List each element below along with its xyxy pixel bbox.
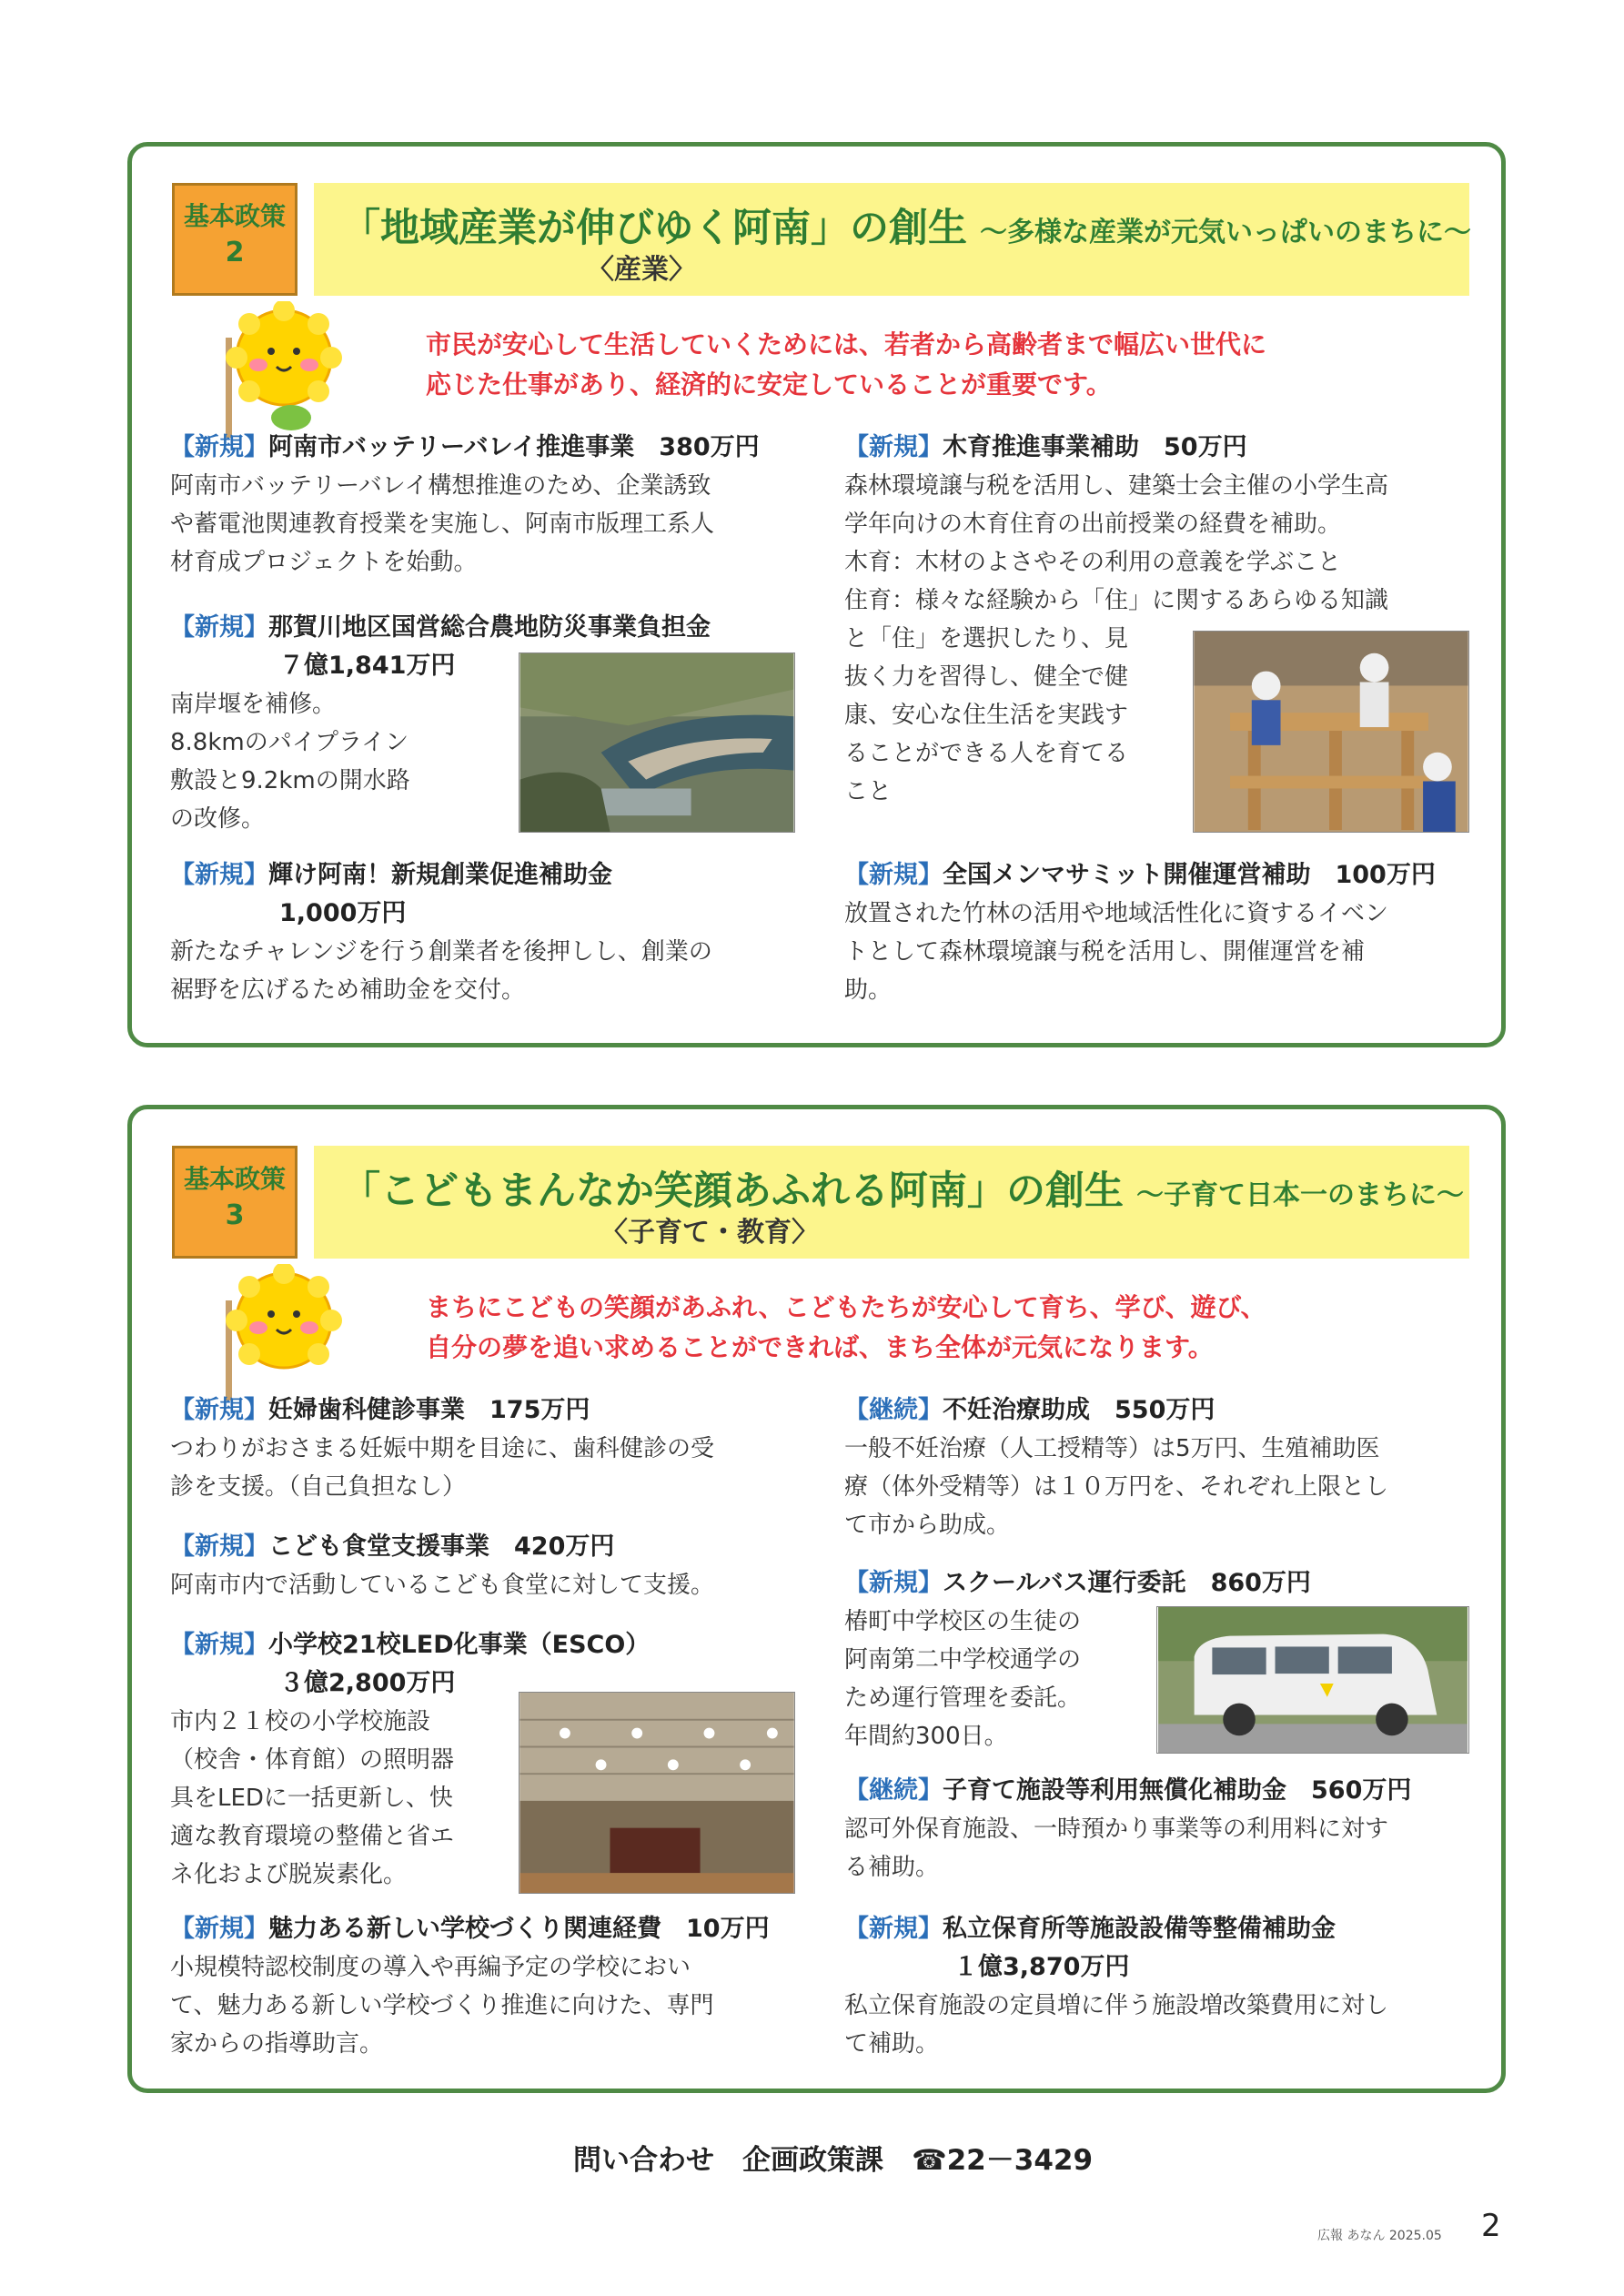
new-tag: 【新規】	[170, 1396, 268, 1424]
policy2-badge	[172, 183, 298, 296]
item-body: 市内２１校の小学校施設 （校舎・体育館）の照明器 具をLEDに一括更新し、快 適な教育環境の整備と省エ ネ化および脱炭素化。	[170, 1708, 455, 1888]
item-body: 南岸堰を補修。 8.8kmのパイプライン 敷設と9.2kmの開水路 の改修。	[170, 691, 410, 833]
policy2-title: 「地域産業が伸びゆく阿南」の創生 ～多様な産業が元気いっぱいのまちに～	[341, 206, 1471, 251]
item-body: 新たなチャレンジを行う創業者を後押しし、創業の 裾野を広げるため補助金を交付。	[170, 938, 712, 1004]
policy2-item-menma-summit	[844, 856, 1481, 1009]
item-body: 森林環境譲与税を活用し、建築士会主催の小学生高 学年向けの木育住育の出前授業の経費を補助。 木育：木材のよさやその利用の意義を学ぶこと 住育：様々な経験から「住」に関するあらゆる知識 と「住」を選択したり、見 抜く力を習得し、健全で健 康、安心な住生活を実践す ることができる人を育てる こと	[844, 472, 1389, 805]
new-tag: 【新規】	[844, 433, 943, 461]
new-tag: 【新規】	[844, 861, 943, 889]
river-aerial-photo	[519, 652, 795, 833]
new-tag: 【新規】	[170, 433, 268, 461]
policy3-title: 「こどもまんなか笑顔あふれる阿南」の創生 ～子育て日本一のまちに～	[341, 1168, 1464, 1214]
continue-tag: 【継続】	[844, 1396, 943, 1424]
item-body: 認可外保育施設、一時預かり事業等の利用料に対す る補助。	[844, 1816, 1389, 1881]
new-tag: 【新規】	[170, 861, 268, 889]
policy2-panel	[127, 142, 1506, 1047]
item-amount: ７億1,841万円	[279, 652, 456, 680]
item-name: 小学校21校LED化事業（ESCO）	[268, 1631, 651, 1659]
item-name: 木育推進事業補助 50万円	[943, 433, 1247, 461]
policy3-item-dental	[170, 1391, 807, 1506]
sunflower-mascot-icon	[218, 301, 346, 438]
policy2-badge-label: 基本政策	[183, 201, 286, 231]
item-body: 阿南市バッテリーバレイ構想推進のため、企業誘致 や蓄電池関連教育授業を実施し、阿南市版理工系人 材育成プロジェクトを始動。	[170, 472, 715, 576]
new-tag: 【新規】	[170, 1915, 268, 1943]
policy3-item-new-school	[170, 1910, 807, 2063]
new-tag: 【新規】	[844, 1569, 943, 1597]
page-number: 2	[1481, 2208, 1501, 2244]
item-name: 妊婦歯科健診事業 175万円	[268, 1396, 590, 1424]
policy3-subtitle: ～子育て日本一のまちに～	[1136, 1179, 1464, 1211]
policy3-badge	[172, 1146, 298, 1259]
policy3-item-kodomo-shokudo	[170, 1528, 807, 1604]
item-name: スクールバス運行委託 860万円	[943, 1569, 1311, 1597]
item-body: 小規模特認校制度の導入や再編予定の学校におい て、魅力ある新しい学校づくり推進に向けた、専門 家からの指導助言。	[170, 1954, 714, 2058]
item-name: 阿南市バッテリーバレイ推進事業 380万円	[268, 433, 760, 461]
policy2-item-startup	[170, 856, 807, 1009]
publication-label: 広報 あなん 2025.05	[1317, 2229, 1442, 2243]
item-name: 那賀川地区国営総合農地防災事業負担金	[268, 613, 711, 642]
woodwork-class-photo	[1193, 631, 1469, 833]
school-bus-photo	[1156, 1606, 1469, 1754]
item-body: 椿町中学校区の生徒の 阿南第二中学校通学の ため運行管理を委託。 年間約300日。	[844, 1608, 1082, 1750]
policy2-lead: 市民が安心して生活していくためには、若者から高齢者まで幅広い世代に 応じた仕事があり、経済的に安定していることが重要です。	[426, 329, 1267, 400]
item-body: 一般不妊治療（人工授精等）は5万円、生殖補助医 療（体外受精等）は１０万円を、それぞれ上限とし て市から助成。	[844, 1435, 1389, 1539]
policy3-item-nursery-facility	[844, 1910, 1481, 2063]
item-name: 全国メンマサミット開催運営補助 100万円	[943, 861, 1436, 889]
policy3-item-childcare-free	[844, 1772, 1481, 1886]
policy2-title-bar	[314, 183, 1469, 296]
item-name: 私立保育所等施設設備等整備補助金	[943, 1915, 1336, 1943]
policy2-category: 〈産業〉	[587, 254, 696, 286]
gym-led-photo	[519, 1692, 795, 1894]
contact-info: 問い合わせ 企画政策課 ☎22－3429	[573, 2144, 1094, 2177]
new-tag: 【新規】	[844, 1915, 943, 1943]
item-amount: １億3,870万円	[953, 1953, 1130, 1981]
item-name: こども食堂支援事業 420万円	[268, 1532, 615, 1561]
item-body: 阿南市内で活動しているこども食堂に対して支援。	[170, 1572, 715, 1599]
policy3-category: 〈子育て・教育〉	[600, 1217, 819, 1249]
item-body: 放置された竹林の活用や地域活性化に資するイベン トとして森林環境譲与税を活用し、開催運営を補 助。	[844, 900, 1389, 1004]
new-tag: 【新規】	[170, 613, 268, 642]
policy2-subtitle: ～多様な産業が元気いっぱいのまちに～	[980, 217, 1471, 248]
item-name: 魅力ある新しい学校づくり関連経費 10万円	[268, 1915, 770, 1943]
policy3-badge-label: 基本政策	[183, 1164, 286, 1194]
continue-tag: 【継続】	[844, 1776, 943, 1805]
policy3-lead: まちにこどもの笑顔があふれ、こどもたちが安心して育ち、学び、遊び、 自分の夢を追い求めることができれば、まち全体が元気になります。	[426, 1292, 1266, 1362]
policy2-badge-number: 2	[225, 237, 245, 268]
item-amount: 1,000万円	[279, 899, 407, 927]
policy3-item-fertility	[844, 1391, 1481, 1544]
policy3-title-bar	[314, 1146, 1469, 1259]
sunflower-mascot-icon	[218, 1264, 346, 1401]
item-amount: ３億2,800万円	[279, 1669, 456, 1697]
new-tag: 【新規】	[170, 1631, 268, 1659]
item-name: 不妊治療助成 550万円	[943, 1396, 1215, 1424]
policy2-item-battery-valley	[170, 429, 807, 582]
item-name: 輝け阿南！新規創業促進補助金	[268, 861, 612, 889]
item-body: つわりがおさまる妊娠中期を目途に、歯科健診の受 診を支援。（自己負担なし）	[170, 1435, 715, 1501]
policy3-badge-number: 3	[225, 1199, 245, 1231]
new-tag: 【新規】	[170, 1532, 268, 1561]
item-body: 私立保育施設の定員増に伴う施設増改築費用に対し て補助。	[844, 1992, 1389, 2058]
policy3-panel	[127, 1105, 1506, 2093]
item-name: 子育て施設等利用無償化補助金 560万円	[943, 1776, 1412, 1805]
